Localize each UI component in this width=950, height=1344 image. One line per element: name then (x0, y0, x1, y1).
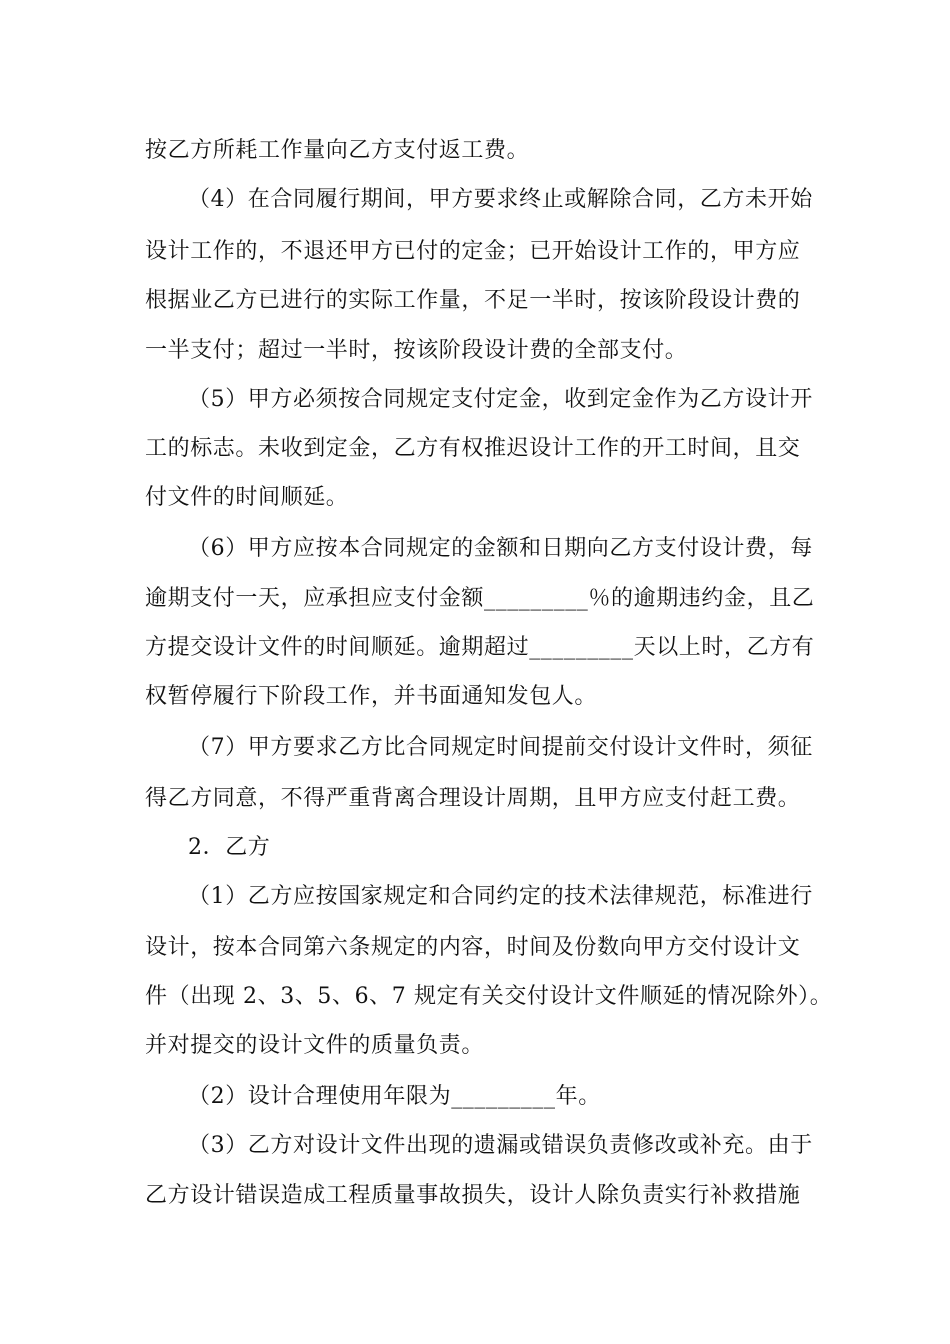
text-line-21: （3）乙方对设计文件出现的遗漏或错误负责修改或补充。由于 (188, 1133, 813, 1158)
text-line-17: 设计，按本合同第六条规定的内容，时间及份数向甲方交付设计文 (145, 935, 801, 960)
text-line-10: 逾期支付一天，应承担应支付金额_________％的逾期违约金，且乙 (145, 586, 815, 611)
text-line-4: 根据业乙方已进行的实际工作量，不足一半时，按该阶段设计费的 (145, 288, 801, 313)
text-line-20: （2）设计合理使用年限为_________年。 (188, 1084, 601, 1109)
text-line-6: （5）甲方必须按合同规定支付定金，收到定金作为乙方设计开 (188, 387, 813, 412)
text-line-9: （6）甲方应按本合同规定的金额和日期向乙方支付设计费，每 (188, 536, 813, 561)
text-line-3: 设计工作的，不退还甲方已付的定金；已开始设计工作的，甲方应 (145, 239, 801, 264)
text-line-22: 乙方设计错误造成工程质量事故损失，设计人除负责实行补救措施 (145, 1183, 801, 1208)
section-heading-party-b: 2．乙方 (188, 835, 271, 860)
text-line-11: 方提交设计文件的时间顺延。逾期超过_________天以上时，乙方有 (145, 635, 815, 660)
text-line-18: 件（出现 2、3、5、6、7 规定有关交付设计文件顺延的情况除外）。 (145, 984, 833, 1009)
text-line-5: 一半支付；超过一半时，按该阶段设计费的全部支付。 (145, 338, 688, 363)
text-line-1: 按乙方所耗工作量向乙方支付返工费。 (145, 138, 530, 163)
text-line-19: 并对提交的设计文件的质量负责。 (145, 1033, 485, 1058)
text-line-16: （1）乙方应按国家规定和合同约定的技术法律规范，标准进行 (188, 884, 813, 909)
text-line-2: （4）在合同履行期间，甲方要求终止或解除合同，乙方未开始 (188, 187, 813, 212)
text-line-12: 权暂停履行下阶段工作，并书面通知发包人。 (145, 684, 598, 709)
text-line-8: 付文件的时间顺延。 (145, 485, 349, 510)
text-line-13: （7）甲方要求乙方比合同规定时间提前交付设计文件时，须征 (188, 735, 813, 760)
text-line-7: 工的标志。未收到定金，乙方有权推迟设计工作的开工时间，且交 (145, 436, 801, 461)
text-line-14: 得乙方同意，不得严重背离合理设计周期，且甲方应支付赶工费。 (145, 786, 801, 811)
